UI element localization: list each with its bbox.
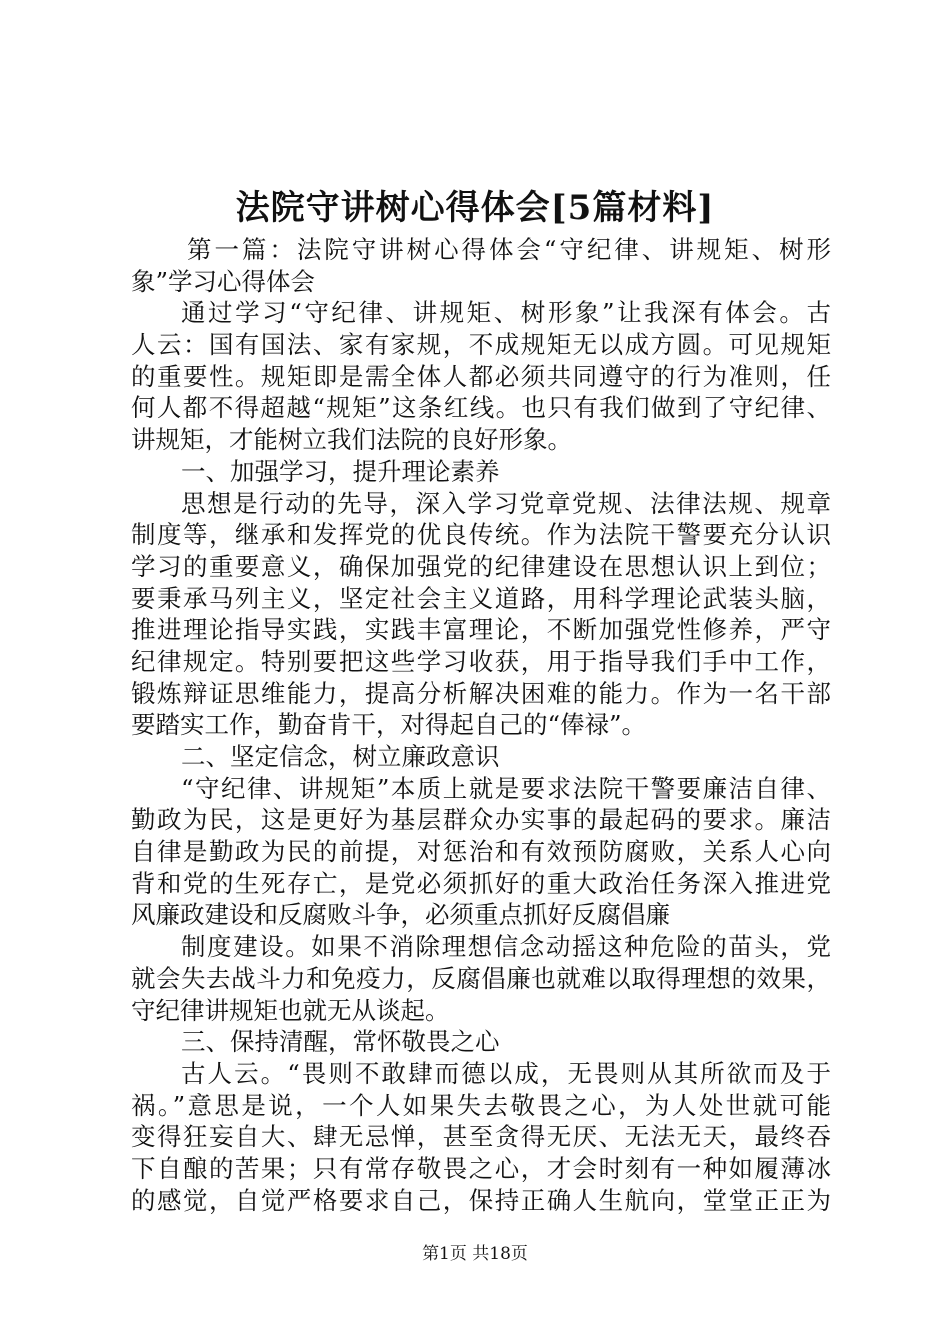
text-line: 自律是勤政为民的前提，对惩治和有效预防腐败，关系人心向 — [131, 837, 831, 867]
page-footer: 第1页 共18页 — [422, 1244, 528, 1264]
text-line: 学习的重要意义，确保加强党的纪律建设在思想认识上到位； — [131, 551, 831, 581]
text-line: 纪律规定。特别要把这些学习收获，用于指导我们手中工作， — [131, 646, 831, 676]
text-line: 制度建设。如果不消除理想信念动摇这种危险的苗头，党 — [181, 932, 831, 962]
text-line: 的重要性。规矩即是需全体人都必须共同遵守的行为准则，任 — [131, 361, 831, 391]
text-line: 风廉政建设和反腐败斗争，必须重点抓好反腐倡廉 — [131, 900, 670, 930]
text-line: 通过学习“守纪律、讲规矩、树形象”让我深有体会。古 — [181, 298, 831, 328]
document-body — [131, 234, 831, 1216]
text-line: 讲规矩，才能树立我们法院的良好形象。 — [131, 425, 572, 455]
text-line: 古人云。“畏则不敢肆而德以成，无畏则从其所欲而及于 — [181, 1058, 831, 1088]
text-line: 背和党的生死存亡，是党必须抓好的重大政治任务深入推进党 — [131, 868, 831, 898]
text-line: 的感觉，自觉严格要求自己，保持正确人生航向，堂堂正正为 — [131, 1185, 831, 1215]
text-line: 象”学习心得体会 — [131, 266, 316, 296]
text-line: 制度等，继承和发挥党的优良传统。作为法院干警要充分认识 — [131, 520, 831, 550]
text-line: 何人都不得超越“规矩”这条红线。也只有我们做到了守纪律、 — [131, 393, 831, 423]
text-line: 锻炼辩证思维能力，提高分析解决困难的能力。作为一名干部 — [131, 678, 831, 708]
document-title: 法院守讲树心得体会[5篇材料] — [235, 188, 715, 228]
text-line: 思想是行动的先导，深入学习党章党规、法律法规、规章 — [181, 488, 831, 518]
text-line: 要踏实工作，勤奋肯干，对得起自己的“俸禄”。 — [131, 710, 647, 740]
text-line: 守纪律讲规矩也就无从谈起。 — [131, 995, 450, 1025]
text-line: 就会失去战斗力和免疫力，反腐倡廉也就难以取得理想的效果， — [131, 963, 831, 993]
text-line: 祸。”意思是说，一个人如果失去敬畏之心，为人处世就可能 — [131, 1090, 831, 1120]
section-heading: 一、加强学习，提升理论素养 — [181, 456, 500, 486]
text-line: 第一篇：法院守讲树心得体会“守纪律、讲规矩、树形 — [187, 235, 831, 264]
text-line: 推进理论指导实践，实践丰富理论，不断加强党性修养，严守 — [131, 615, 831, 645]
text-line: 要秉承马列主义，坚定社会主义道路，用科学理论武装头脑， — [131, 583, 831, 613]
text-line: 人云：国有国法、家有家规，不成规矩无以成方圆。可见规矩 — [131, 330, 831, 360]
text-line: 下自酿的苦果；只有常存敬畏之心，才会时刻有一种如履薄冰 — [131, 1153, 831, 1183]
text-line: 勤政为民，这是更好为基层群众办实事的最起码的要求。廉洁 — [131, 805, 831, 835]
section-heading: 三、保持清醒，常怀敬畏之心 — [181, 1027, 500, 1057]
text-line: 变得狂妄自大、肆无忌惮，甚至贪得无厌、无法无天，最终吞 — [131, 1122, 831, 1152]
text-line: “守纪律、讲规矩”本质上就是要求法院干警要廉洁自律、 — [181, 773, 831, 803]
section-heading: 二、坚定信念，树立廉政意识 — [181, 742, 500, 771]
